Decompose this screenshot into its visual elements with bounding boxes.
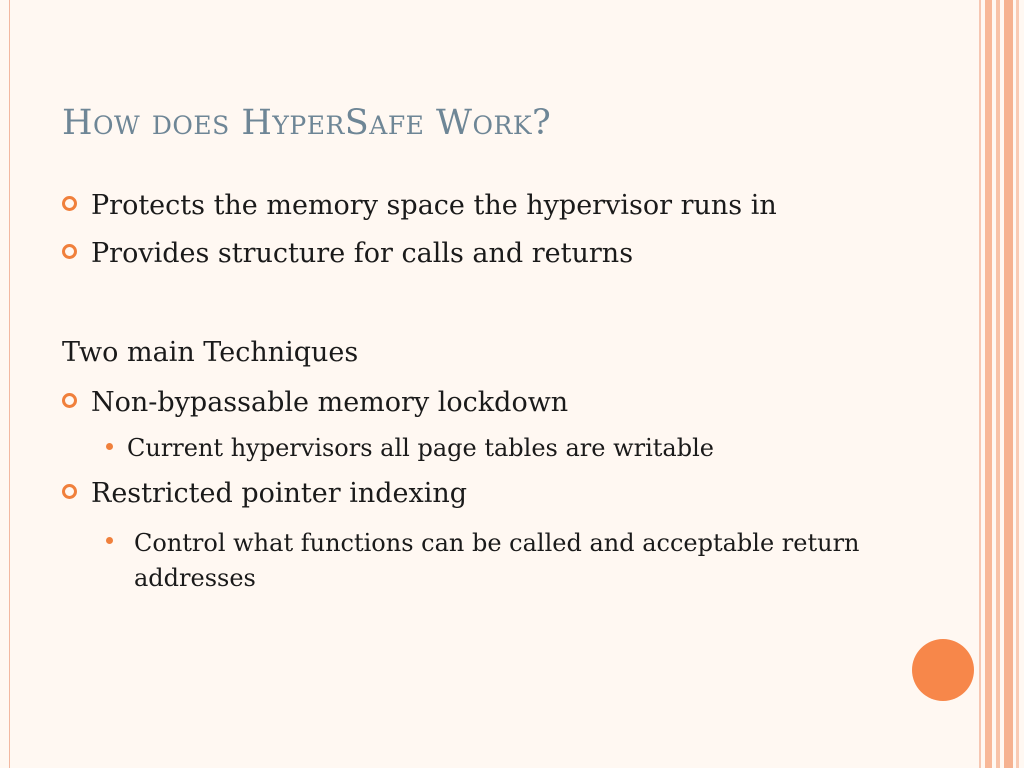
ring-bullet-icon [62, 196, 77, 211]
left-border-rule [9, 0, 10, 768]
technique-text: Restricted pointer indexing [91, 478, 468, 509]
sub-bullet-item [106, 434, 714, 462]
ring-bullet-icon [62, 484, 77, 499]
dot-bullet-icon [106, 443, 113, 450]
bullet-item [62, 190, 777, 221]
bullet-text: Provides structure for calls and returns [91, 238, 634, 269]
technique-item [62, 478, 467, 509]
right-stripe [996, 0, 1000, 768]
right-stripe [985, 0, 992, 768]
ring-bullet-icon [62, 244, 77, 259]
bullet-text: Protects the memory space the hypervisor runs in [91, 190, 777, 221]
slide-title: How does HyperSafe Work? [62, 103, 552, 143]
decorative-circle [912, 639, 974, 701]
sub-bullet-text: Control what functions can be called and acceptable return addresses [134, 529, 860, 592]
technique-item [62, 387, 568, 418]
ring-bullet-icon [62, 393, 77, 408]
right-stripe [979, 0, 981, 768]
sub-bullet-text: Current hypervisors all page tables are writable [127, 434, 714, 462]
sub-bullet-item [106, 526, 866, 596]
bullet-item [62, 238, 633, 269]
technique-text: Non-bypassable memory lockdown [91, 387, 569, 418]
dot-bullet-icon [106, 537, 113, 544]
right-stripe [1004, 0, 1013, 768]
section-heading: Two main Techniques [62, 337, 359, 368]
right-stripe [1016, 0, 1019, 768]
